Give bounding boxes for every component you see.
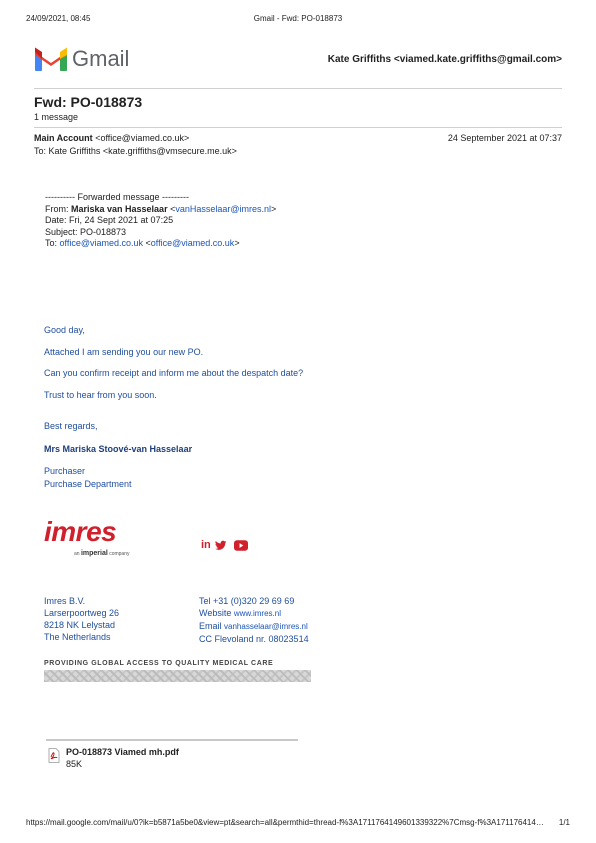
body-greeting: Good day,: [44, 325, 85, 335]
imres-email-line: Email vanhasselaar@imres.nl: [199, 621, 308, 631]
signature-title: Purchaser: [44, 466, 86, 476]
body-line-2: Can you confirm receipt and inform me about the despatch date?: [44, 368, 304, 378]
imres-tel: Tel +31 (0)320 29 69 69: [199, 596, 295, 606]
address-line-1: Imres B.V.: [44, 596, 86, 606]
forwarded-from-email-link[interactable]: vanHasselaar@imres.nl: [175, 203, 272, 214]
gmail-m-icon: [34, 46, 68, 72]
forwarded-divider: ---------- Forwarded message ---------: [45, 192, 189, 202]
imres-logo: [44, 518, 130, 557]
print-datetime: 24/09/2021, 08:45: [26, 14, 91, 23]
imres-banner-pattern: [44, 670, 311, 682]
attachment-name: PO-018873 Viamed mh.pdf: [66, 747, 179, 757]
gmail-wordmark: Gmail: [72, 46, 130, 71]
imres-address: [44, 595, 119, 643]
imres-website-line: Website www.imres.nl: [199, 608, 281, 618]
imres-contact: [199, 595, 309, 645]
forwarded-to-email-link[interactable]: office@viamed.co.uk: [59, 238, 144, 248]
body-line-3: Trust to hear from you soon.: [44, 390, 157, 400]
recipient-line: To: Kate Griffiths <kate.griffiths@vmsecure.me.uk>: [34, 146, 237, 156]
closing: Best regards,: [44, 421, 98, 431]
gmail-logo: [34, 46, 130, 77]
signature-name: Mrs Mariska Stoové-van Hasselaar: [44, 444, 193, 454]
imres-banner: PROVIDING GLOBAL ACCESS TO QUALITY MEDICAL CARE: [44, 660, 274, 667]
message-count: 1 message: [34, 112, 79, 122]
imres-cc: CC Flevoland nr. 08023514: [199, 634, 309, 644]
print-page-title: Gmail - Fwd: PO-018873: [253, 14, 343, 23]
forwarded-date: Date: Fri, 24 Sept 2021 at 07:25: [45, 215, 174, 225]
forwarded-subject: Subject: PO-018873: [45, 226, 127, 237]
youtube-icon[interactable]: [234, 540, 248, 551]
linkedin-icon[interactable]: in: [201, 539, 211, 551]
thread-subject: Fwd: PO-018873: [34, 94, 143, 110]
attachment-size: 85K: [66, 759, 83, 769]
imres-website-link[interactable]: www.imres.nl: [233, 609, 281, 618]
address-line-2: Larserpoortweg 26: [44, 608, 120, 618]
account-label: Kate Griffiths <viamed.kate.griffiths@gmail.com>: [327, 54, 562, 65]
print-page-number: 1/1: [558, 818, 570, 827]
body-line-1: Attached I am sending you our new PO.: [44, 347, 204, 357]
address-line-3: 8218 NK Lelystad: [44, 620, 116, 630]
address-line-4: The Netherlands: [44, 632, 111, 642]
sender-line: [34, 133, 189, 143]
imres-tagline: an imperial company: [74, 550, 130, 557]
forwarded-header: [45, 192, 276, 250]
message-date: 24 September 2021 at 07:37: [447, 133, 562, 143]
forwarded-from-name: Mariska van Hasselaar: [71, 203, 168, 214]
imres-email-link[interactable]: vanhasselaar@imres.nl: [224, 622, 308, 631]
forwarded-to: To: office@viamed.co.uk <office@viamed.co.uk>: [45, 238, 240, 248]
sender-email: <office@viamed.co.uk>: [95, 133, 190, 143]
forwarded-from: From: Mariska van Hasselaar <vanHasselaar@imres.nl>: [45, 203, 277, 214]
imres-wordmark: imres: [44, 516, 117, 547]
sender-name: Main Account: [34, 133, 93, 143]
signature-department: Purchase Department: [44, 479, 132, 489]
forwarded-to-email-link-2[interactable]: office@viamed.co.uk: [150, 238, 235, 248]
social-icons: [201, 539, 248, 551]
print-url: https://mail.google.com/mail/u/0?ik=b5871a5be0&view=pt&search=all&permthid=thread-f%3A1711764149601339322%7Cmsg-f%3A171176414…: [26, 818, 544, 827]
twitter-icon[interactable]: [215, 540, 227, 551]
pdf-icon: [48, 748, 60, 763]
